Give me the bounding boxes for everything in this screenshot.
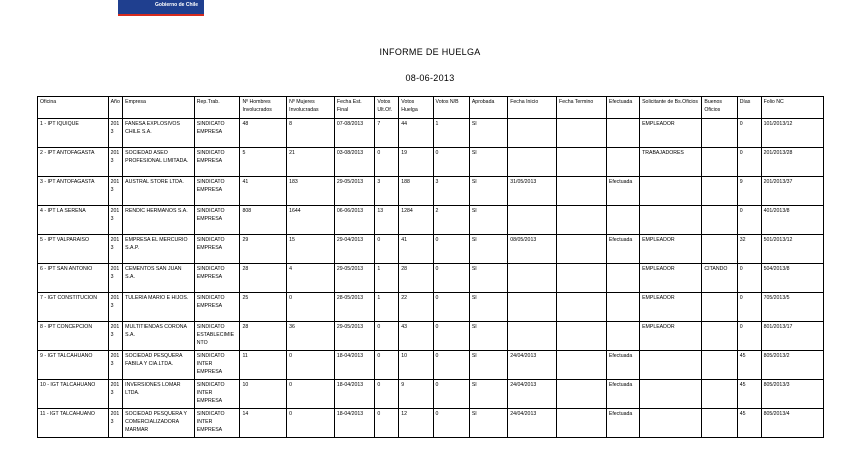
table-cell: 0 xyxy=(375,409,399,438)
table-cell: 10 - IGT TALCAHUANO xyxy=(38,380,109,409)
table-cell: 29-05/2013 xyxy=(334,322,374,351)
table-cell: 36 xyxy=(287,322,335,351)
column-header: Fecha Est. Final xyxy=(334,97,374,119)
table-cell: 3 xyxy=(433,177,469,206)
table-cell: 0 xyxy=(433,264,469,293)
table-cell: SINDICATO EMPRESA xyxy=(194,293,240,322)
table-cell: 2013 xyxy=(108,148,123,177)
table-cell: EMPLEADOR xyxy=(640,235,702,264)
table-cell: 32 xyxy=(737,235,761,264)
table-cell: EMPLEADOR xyxy=(640,293,702,322)
table-cell: EMPLEADOR xyxy=(640,322,702,351)
table-cell: 2013 xyxy=(108,351,123,380)
table-cell: SI xyxy=(469,380,507,409)
table-cell: 0 xyxy=(433,380,469,409)
table-cell: 28 xyxy=(399,264,433,293)
table-cell xyxy=(508,293,557,322)
table-cell xyxy=(557,206,607,235)
table-cell: 0 xyxy=(433,235,469,264)
table-cell: 805/2013/4 xyxy=(761,409,823,438)
table-cell: SOCIEDAD PESQUERA Y COMERCIALIZADORA MARMAR xyxy=(123,409,195,438)
table-row xyxy=(38,235,824,264)
table-cell xyxy=(557,235,607,264)
table-cell: 2013 xyxy=(108,380,123,409)
table-cell xyxy=(702,206,737,235)
table-cell: 2013 xyxy=(108,177,123,206)
table-cell: 9 - IGT TALCAHUANO xyxy=(38,351,109,380)
table-cell: 6 - IPT SAN ANTONIO xyxy=(38,264,109,293)
table-cell: 31/05/2013 xyxy=(508,177,557,206)
table-cell: SOCIEDAD ASEO PROFESIONAL LIMITADA. xyxy=(123,148,195,177)
table-cell: 29-04/2013 xyxy=(334,235,374,264)
table-cell: 2013 xyxy=(108,119,123,148)
table-cell: 801/2013/17 xyxy=(761,322,823,351)
table-cell: 48 xyxy=(240,119,287,148)
table-cell: RENDIC HERMANOS S.A. xyxy=(123,206,195,235)
table-cell: 8 - IPT CONCEPCION xyxy=(38,322,109,351)
column-header: Año xyxy=(108,97,123,119)
table-cell: SINDICATO EMPRESA xyxy=(194,119,240,148)
table-cell xyxy=(557,351,607,380)
table-cell: 45 xyxy=(737,351,761,380)
column-header: Buenos Oficios xyxy=(702,97,737,119)
table-cell xyxy=(557,380,607,409)
table-cell xyxy=(606,322,639,351)
table-cell: 1284 xyxy=(399,206,433,235)
table-cell: 24/04/2013 xyxy=(508,351,557,380)
table-cell: 7 - IGT CONSTITUCION xyxy=(38,293,109,322)
table-cell: 401/2013/8 xyxy=(761,206,823,235)
table-cell: 1 xyxy=(433,119,469,148)
table-cell: 3 xyxy=(375,177,399,206)
table-cell xyxy=(606,119,639,148)
table-cell: 2013 xyxy=(108,235,123,264)
column-header: Votos Ult.Of. xyxy=(375,97,399,119)
table-cell: 2013 xyxy=(108,264,123,293)
table-row xyxy=(38,177,824,206)
table-cell: 0 xyxy=(433,293,469,322)
table-cell: 2013 xyxy=(108,293,123,322)
table-cell xyxy=(508,322,557,351)
table-cell xyxy=(702,235,737,264)
table-cell: SINDICATO EMPRESA xyxy=(194,177,240,206)
table-cell: 08/05/2013 xyxy=(508,235,557,264)
table-cell: 13 xyxy=(375,206,399,235)
table-cell: 2013 xyxy=(108,409,123,438)
table-cell xyxy=(557,322,607,351)
column-header: Votos Huelga xyxy=(399,97,433,119)
table-cell: 5 xyxy=(240,148,287,177)
table-cell: TRABAJADORES xyxy=(640,148,702,177)
table-cell: 0 xyxy=(375,322,399,351)
table-cell: EMPLEADOR xyxy=(640,264,702,293)
table-cell: 9 xyxy=(399,380,433,409)
table-cell: 808 xyxy=(240,206,287,235)
table-cell xyxy=(557,264,607,293)
table-cell: 41 xyxy=(399,235,433,264)
table-cell: 07-08/2013 xyxy=(334,119,374,148)
table-cell xyxy=(640,177,702,206)
table-row xyxy=(38,264,824,293)
table-cell: 11 xyxy=(240,351,287,380)
table-cell: MULTITIENDAS CORONA S.A. xyxy=(123,322,195,351)
table-cell xyxy=(557,409,607,438)
table-cell: 501/2013/12 xyxy=(761,235,823,264)
table-cell: 201/2013/28 xyxy=(761,148,823,177)
table-cell xyxy=(702,177,737,206)
table-cell: Efectuada xyxy=(606,235,639,264)
table-cell xyxy=(702,119,737,148)
column-header: Fecha Termino xyxy=(557,97,607,119)
table-body xyxy=(38,119,824,438)
report-date: 08-06-2013 xyxy=(405,73,455,83)
table-cell: 9 xyxy=(737,177,761,206)
table-cell: EMPLEADOR xyxy=(640,119,702,148)
table-cell: 0 xyxy=(375,380,399,409)
table-cell: 18-04/2013 xyxy=(334,409,374,438)
table-cell: INVERSIONES LOMAR LTDA. xyxy=(123,380,195,409)
column-header: Aprobada xyxy=(469,97,507,119)
table-cell: 25 xyxy=(240,293,287,322)
table-cell: 12 xyxy=(399,409,433,438)
table-cell xyxy=(557,119,607,148)
table-cell: 24/04/2013 xyxy=(508,380,557,409)
table-cell: 29-05/2013 xyxy=(334,177,374,206)
table-cell xyxy=(557,148,607,177)
table-cell: Efectuada xyxy=(606,380,639,409)
table-cell: 18-04/2013 xyxy=(334,380,374,409)
table-header xyxy=(38,97,824,119)
table-cell: 2013 xyxy=(108,322,123,351)
table-cell: CEMENTOS SAN JUAN S.A. xyxy=(123,264,195,293)
table-cell: 183 xyxy=(287,177,335,206)
table-cell: 14 xyxy=(240,409,287,438)
table-cell: 45 xyxy=(737,380,761,409)
table-cell: 805/2013/2 xyxy=(761,351,823,380)
table-cell: EMPRESA EL MERCURIO S.A.P. xyxy=(123,235,195,264)
table-cell: 24/04/2013 xyxy=(508,409,557,438)
table-cell: 1644 xyxy=(287,206,335,235)
table-cell: SINDICATO ESTABLECIMIENTO xyxy=(194,322,240,351)
table-cell: 2 xyxy=(433,206,469,235)
table-cell: 0 xyxy=(737,206,761,235)
table-cell xyxy=(640,409,702,438)
table-cell xyxy=(508,148,557,177)
column-header: Votos N/B xyxy=(433,97,469,119)
table-cell: AUSTRAL STORE LTDA. xyxy=(123,177,195,206)
table-cell: SI xyxy=(469,264,507,293)
column-header: Oficina xyxy=(38,97,109,119)
table-cell: SI xyxy=(469,235,507,264)
table-cell: 705/2013/5 xyxy=(761,293,823,322)
table-cell xyxy=(702,293,737,322)
table-cell: 18-04/2013 xyxy=(334,351,374,380)
table-cell: 22 xyxy=(399,293,433,322)
table-row xyxy=(38,409,824,438)
table-cell: 8 xyxy=(287,119,335,148)
table-cell: SI xyxy=(469,119,507,148)
table-cell: 0 xyxy=(375,148,399,177)
table-cell: 19 xyxy=(399,148,433,177)
column-header: Solicitante de Bs.Oficios xyxy=(640,97,702,119)
table-cell: 2013 xyxy=(108,206,123,235)
column-header: Rep.Trab. xyxy=(194,97,240,119)
table-cell: 0 xyxy=(737,148,761,177)
table-cell: SINDICATO EMPRESA xyxy=(194,148,240,177)
table-cell: 1 - IPT IQUIQUE xyxy=(38,119,109,148)
table-cell xyxy=(702,351,737,380)
table-cell: SINDICATO EMPRESA xyxy=(194,264,240,293)
table-cell xyxy=(557,177,607,206)
table-cell: FANESA EXPLOSIVOS CHILE S.A. xyxy=(123,119,195,148)
table-cell: 10 xyxy=(399,351,433,380)
table-cell: SOCIEDAD PESQUERA FABILA Y CIA.LTDA. xyxy=(123,351,195,380)
column-header: Empresa xyxy=(123,97,195,119)
table-cell: 43 xyxy=(399,322,433,351)
table-cell: SI xyxy=(469,409,507,438)
table-cell: 29 xyxy=(240,235,287,264)
column-header: Folio NC xyxy=(761,97,823,119)
table-cell: 5 - IPT VALPARAISO xyxy=(38,235,109,264)
table-cell: Efectuada xyxy=(606,177,639,206)
table-cell xyxy=(508,119,557,148)
table-cell: 45 xyxy=(737,409,761,438)
table-cell: 805/2013/3 xyxy=(761,380,823,409)
table-row xyxy=(38,322,824,351)
table-cell: 188 xyxy=(399,177,433,206)
table-cell: 10 xyxy=(240,380,287,409)
table-row xyxy=(38,206,824,235)
table-cell: 15 xyxy=(287,235,335,264)
table-cell: 21 xyxy=(287,148,335,177)
table-cell: 4 - IPT LA SERENA xyxy=(38,206,109,235)
table-cell: 0 xyxy=(375,235,399,264)
report-title: INFORME DE HUELGA xyxy=(379,47,481,57)
table-cell: 0 xyxy=(433,322,469,351)
table-cell: 1 xyxy=(375,293,399,322)
column-header: Días xyxy=(737,97,761,119)
table-cell: 504/2013/8 xyxy=(761,264,823,293)
table-cell xyxy=(640,351,702,380)
table-cell: Efectuada xyxy=(606,351,639,380)
table-cell: 0 xyxy=(287,409,335,438)
table-cell: 28 xyxy=(240,264,287,293)
table-cell: TULERIA MARIO E HIJOS. xyxy=(123,293,195,322)
table-cell: 1 xyxy=(375,264,399,293)
table-cell xyxy=(606,264,639,293)
table-cell: SINDICATO INTER EMPRESA xyxy=(194,409,240,438)
table-cell: 7 xyxy=(375,119,399,148)
table-row xyxy=(38,293,824,322)
table-cell: 0 xyxy=(287,293,335,322)
table-cell: 0 xyxy=(287,351,335,380)
table-cell: 2 - IPT ANTOFAGASTA xyxy=(38,148,109,177)
table-cell xyxy=(702,322,737,351)
table-cell xyxy=(606,293,639,322)
table-cell: SINDICATO EMPRESA xyxy=(194,206,240,235)
table-row xyxy=(38,380,824,409)
table-cell: 3 - IPT ANTOFAGASTA xyxy=(38,177,109,206)
table-cell: 28 xyxy=(240,322,287,351)
table-row xyxy=(38,351,824,380)
table-cell: SI xyxy=(469,293,507,322)
column-header: Efectuada xyxy=(606,97,639,119)
table-cell: SI xyxy=(469,177,507,206)
column-header: Fecha Inicio xyxy=(508,97,557,119)
table-cell: SINDICATO EMPRESA xyxy=(194,235,240,264)
strike-report-table xyxy=(37,96,824,438)
table-cell: 0 xyxy=(375,351,399,380)
table-cell: 0 xyxy=(737,322,761,351)
table-cell: 0 xyxy=(737,264,761,293)
table-cell: 0 xyxy=(433,351,469,380)
table-cell: 0 xyxy=(737,119,761,148)
table-cell xyxy=(702,148,737,177)
table-cell xyxy=(702,380,737,409)
table-cell: 0 xyxy=(287,380,335,409)
table-cell: 4 xyxy=(287,264,335,293)
table-cell: SI xyxy=(469,148,507,177)
table-cell: SI xyxy=(469,322,507,351)
table-cell xyxy=(702,409,737,438)
table-cell xyxy=(640,206,702,235)
table-cell xyxy=(606,206,639,235)
column-header: Nº Mujeres Involucradas xyxy=(287,97,335,119)
table-cell: SI xyxy=(469,351,507,380)
table-cell: 29-05/2013 xyxy=(334,264,374,293)
table-cell: SI xyxy=(469,206,507,235)
column-header: Nº Hombres Involucrados xyxy=(240,97,287,119)
table-cell: CITANDO xyxy=(702,264,737,293)
table-cell: 0 xyxy=(737,293,761,322)
table-cell: 11 - IGT TALCAHUANO xyxy=(38,409,109,438)
table-cell xyxy=(557,293,607,322)
logo-text: Gobierno de Chile xyxy=(155,2,199,8)
table-cell: 0 xyxy=(433,148,469,177)
table-cell: 41 xyxy=(240,177,287,206)
table-cell: 0 xyxy=(433,409,469,438)
table-row xyxy=(38,148,824,177)
table-cell: 03-08/2013 xyxy=(334,148,374,177)
table-cell xyxy=(508,264,557,293)
table-cell xyxy=(508,206,557,235)
table-cell: 101/2013/12 xyxy=(761,119,823,148)
table-cell xyxy=(606,148,639,177)
table-cell: 44 xyxy=(399,119,433,148)
table-cell xyxy=(640,380,702,409)
table-cell: SINDICATO INTER EMPRESA xyxy=(194,351,240,380)
table-cell: 201/2013/37 xyxy=(761,177,823,206)
table-cell: 06-06/2013 xyxy=(334,206,374,235)
table-cell: Efectuada xyxy=(606,409,639,438)
table-cell: 28-05/2013 xyxy=(334,293,374,322)
table-cell: SINDICATO INTER EMPRESA xyxy=(194,380,240,409)
table-row xyxy=(38,119,824,148)
